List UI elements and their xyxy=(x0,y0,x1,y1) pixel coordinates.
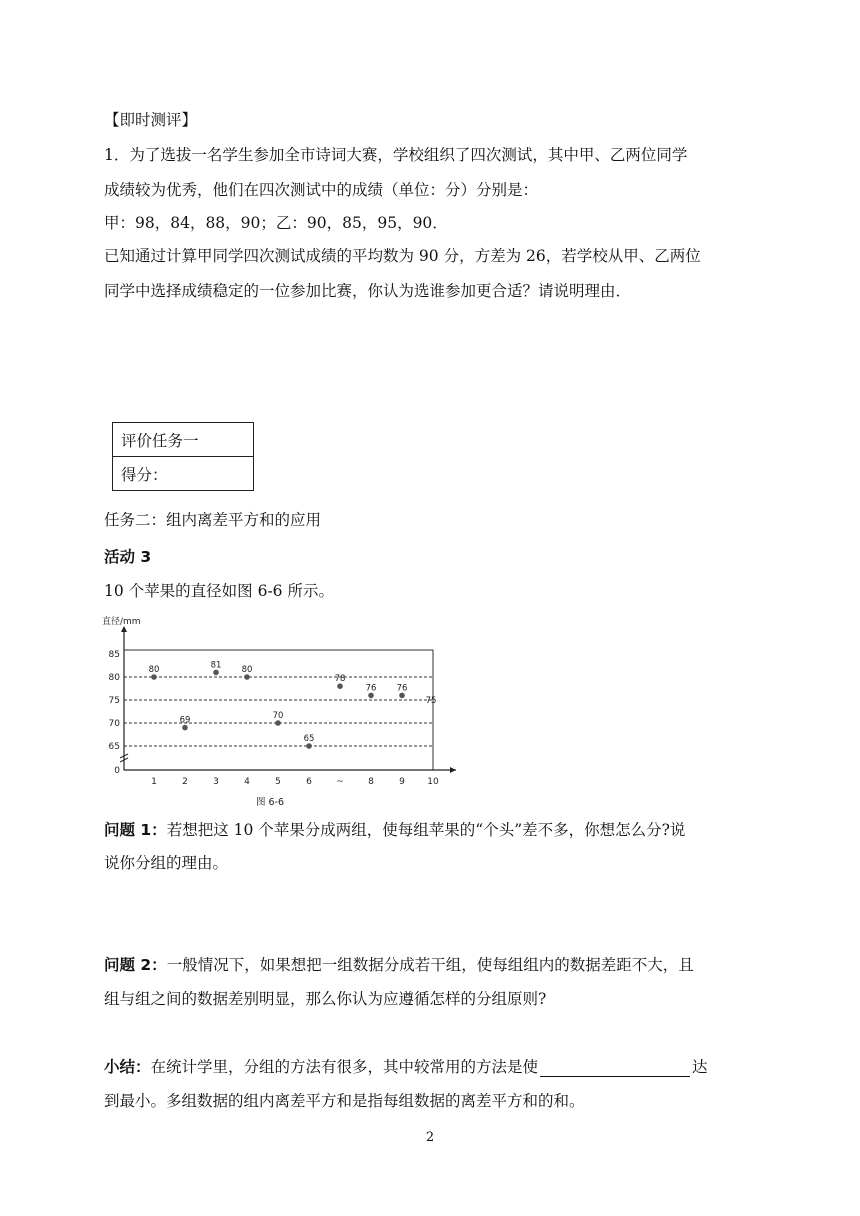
plot-frame xyxy=(124,650,433,770)
data-point xyxy=(275,720,281,726)
x-tick-label: 1 xyxy=(151,777,157,787)
x-tick-label: 8 xyxy=(368,777,374,787)
data-label: 76 xyxy=(396,683,408,694)
y-tick-label: 65 xyxy=(108,742,120,752)
problem1-line2: 说你分组的理由。 xyxy=(104,854,229,872)
data-label: 69 xyxy=(179,715,191,726)
eval-task-label: 评价任务一 xyxy=(113,423,254,457)
data-label: 80 xyxy=(241,665,253,675)
x-tick-label: 3 xyxy=(213,777,219,787)
problem1-line1 xyxy=(104,820,685,840)
answer-blank[interactable] xyxy=(540,1060,690,1077)
x-tick-label: 9 xyxy=(399,777,405,787)
summary-line2: 到最小。多组数据的组内离差平方和是指每组数据的离差平方和的和。 xyxy=(104,1092,585,1110)
x-tick-label: 4 xyxy=(244,777,250,787)
data-label: 76 xyxy=(365,683,377,694)
y-tick-label: 80 xyxy=(108,673,120,683)
problem2-line1 xyxy=(104,955,694,975)
data-point xyxy=(151,674,157,680)
data-point xyxy=(337,683,343,689)
x-tick-label: 6 xyxy=(306,777,312,787)
data-label: 78 xyxy=(334,674,346,685)
y-tick-label: 85 xyxy=(108,650,120,660)
summary-line1 xyxy=(104,1057,708,1077)
problem1-label: 问题 1： xyxy=(104,821,167,839)
q1-line4: 已知通过计算甲同学四次测试成绩的平均数为 90 分，方差为 26，若学校从甲、乙两位 xyxy=(104,247,701,265)
evaluation-table xyxy=(112,422,254,491)
data-label: 75 xyxy=(425,696,437,706)
summary-text-before: 在统计学里，分组的方法有很多，其中较常用的方法是使 xyxy=(150,1058,539,1076)
problem2-line2: 组与组之间的数据差别明显，那么你认为应遵循怎样的分组原则? xyxy=(104,990,547,1008)
x-axis-arrow xyxy=(450,767,456,773)
page-number: 2 xyxy=(425,1130,435,1145)
section-title: 【即时测评】 xyxy=(104,111,198,129)
data-point xyxy=(306,743,312,749)
y-axis-label: 直径/mm xyxy=(102,617,141,627)
problem1-text: 若想把这 10 个苹果分成两组，使每组苹果的“个头”差不多，你想怎么分?说 xyxy=(166,821,686,839)
score-label: 得分： xyxy=(113,457,254,491)
data-point xyxy=(399,693,405,699)
q1-line2: 成绩较为优秀，他们在四次测试中的成绩（单位：分）分别是： xyxy=(104,181,539,199)
q1-line1: 1．为了选拔一名学生参加全市诗词大赛，学校组织了四次测试，其中甲、乙两位同学 xyxy=(104,146,688,164)
data-label: 80 xyxy=(148,665,160,675)
data-label: 65 xyxy=(303,734,315,744)
data-label: 70 xyxy=(272,711,284,721)
data-point xyxy=(244,674,250,680)
data-point xyxy=(182,725,188,731)
summary-label: 小结： xyxy=(104,1058,151,1076)
q1-line3: 甲：98，84，88，90；乙：90，85，95，90． xyxy=(104,214,448,232)
y-tick-label: 0 xyxy=(114,766,120,776)
activity3-heading: 活动 3 xyxy=(104,548,152,566)
y-tick-label: 70 xyxy=(108,719,120,729)
chart-caption: 图 6-6 xyxy=(255,797,285,808)
x-tick-label: 2 xyxy=(182,777,188,787)
q1-line5: 同学中选择成绩稳定的一位参加比赛，你认为选谁参加更合适？请说明理由． xyxy=(104,282,632,300)
problem2-text: 一般情况下，如果想把一组数据分成若干组，使每组组内的数据差距不大，且 xyxy=(166,956,694,974)
data-label: 81 xyxy=(210,660,222,671)
x-tick-label: 10 xyxy=(427,777,439,787)
y-tick-label: 75 xyxy=(108,696,120,706)
problem2-label: 问题 2： xyxy=(104,956,167,974)
data-point xyxy=(213,670,219,676)
task2-heading: 任务二：组内离差平方和的应用 xyxy=(104,511,322,529)
x-tick-label: ~ xyxy=(336,777,344,787)
data-point xyxy=(368,693,374,699)
apple-diameter-chart xyxy=(100,612,470,812)
x-tick-label: 5 xyxy=(275,777,281,787)
activity-text: 10 个苹果的直径如图 6-6 所示。 xyxy=(104,582,334,600)
summary-text-after: 达 xyxy=(692,1058,708,1076)
